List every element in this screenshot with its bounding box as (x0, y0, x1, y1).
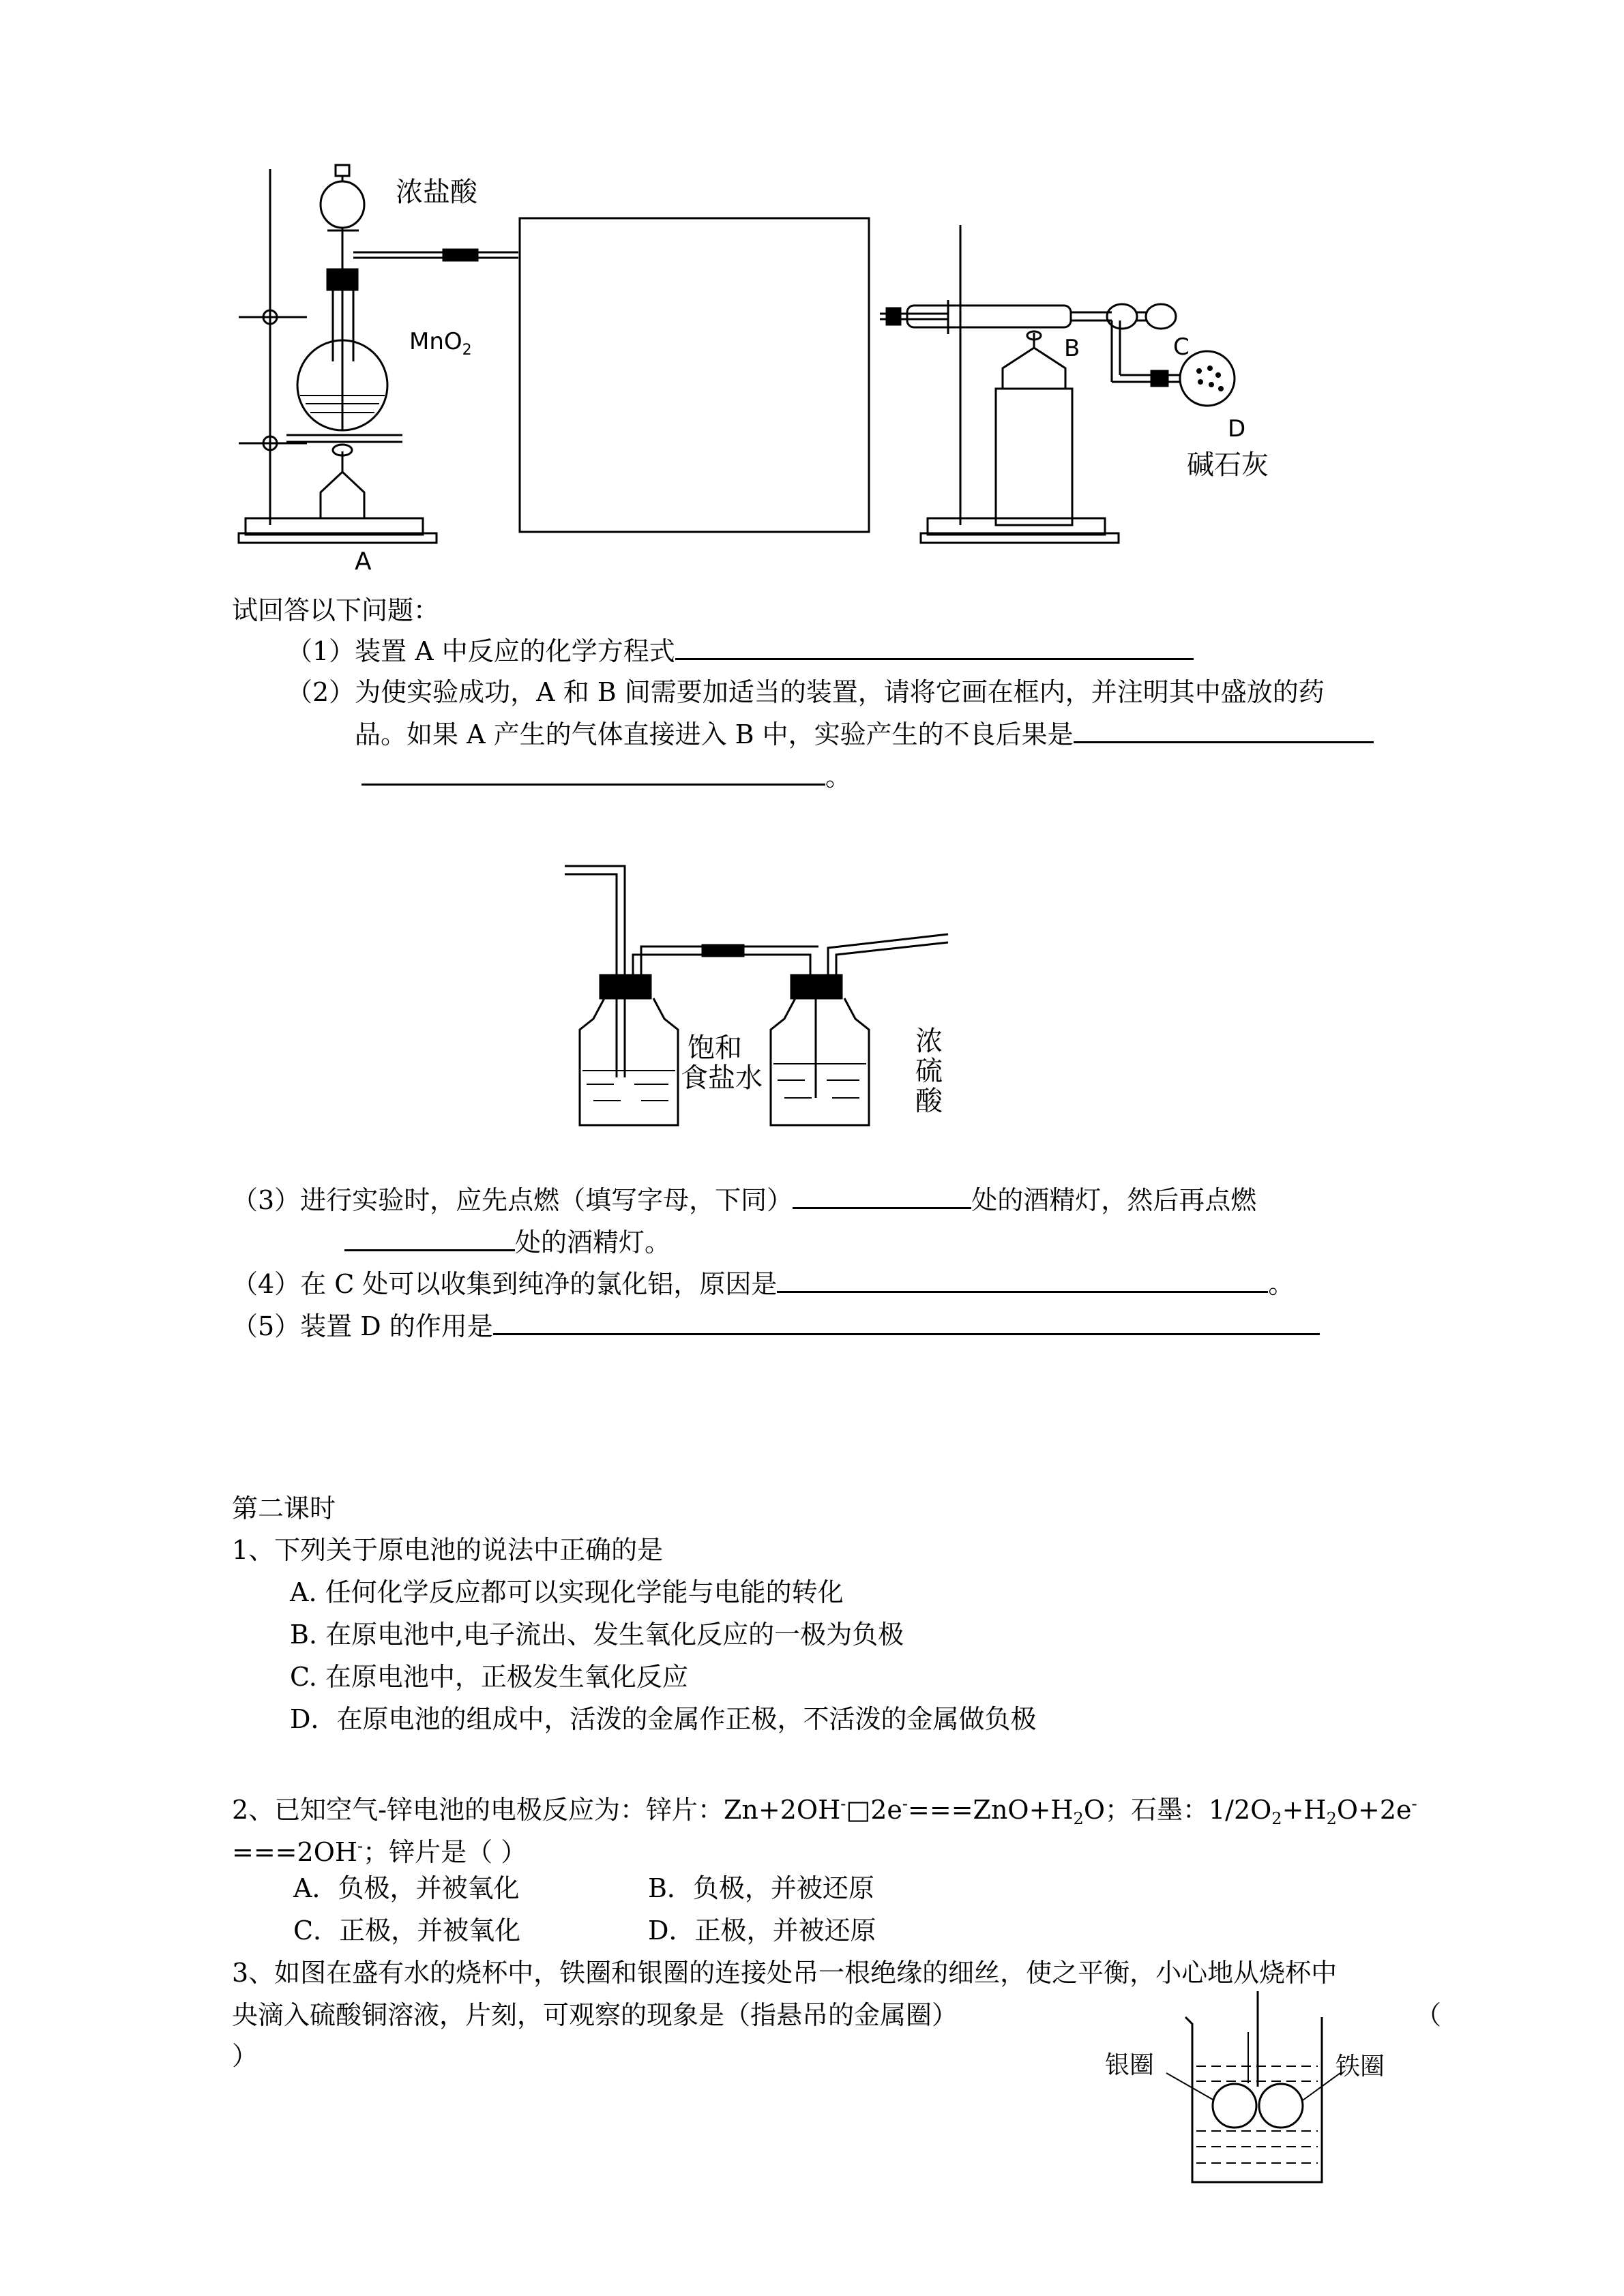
answer-blank-2b[interactable] (361, 760, 825, 786)
question-5: （5）装置 D 的作用是 (232, 1309, 1320, 1343)
mc1-option-c[interactable]: C. 在原电池中，正极发生氧化反应 (290, 1662, 688, 1692)
mc1-option-d[interactable]: D．在原电池的组成中，活泼的金属作正极，不活泼的金属做负极 (290, 1704, 1037, 1734)
label-iron-ring: 铁圈 (1335, 2053, 1385, 2081)
label-d: D (1228, 415, 1246, 443)
label-hcl: 浓盐酸 (396, 177, 477, 208)
answer-blank-1[interactable] (675, 635, 1194, 660)
mc1-option-b[interactable]: B. 在原电池中,电子流出、发生氧化反应的一极为负极 (290, 1620, 904, 1650)
question-3-line1: （3）进行实验时，应先点燃（填写字母，下同） 处的酒精灯，然后再点燃 (232, 1185, 1257, 1215)
answer-blank-2a[interactable] (1074, 718, 1374, 743)
intro-text: 试回答以下问题： (232, 595, 440, 625)
answer-blank-5[interactable] (493, 1310, 1320, 1335)
mc3-paren-close: ） (232, 2041, 259, 2071)
label-soda-lime: 碱石灰 (1187, 449, 1269, 481)
answer-blank-3a[interactable] (793, 1184, 971, 1209)
label-acid-1: 浓 (915, 1026, 943, 1057)
beaker-figure (1105, 1991, 1391, 2189)
section-title: 第二课时 (232, 1493, 336, 1523)
mc3-paren-open: （ (1415, 2000, 1442, 2030)
label-c: C (1173, 333, 1190, 361)
mc2-option-a[interactable]: A．负极，并被氧化 (293, 1873, 520, 1903)
label-acid-2: 硫 (915, 1056, 943, 1087)
question-2-line1: （2）为使实验成功，A 和 B 间需要加适当的装置，请将它画在框内，并注明其中盛放的药 (286, 677, 1325, 707)
apparatus-figure (225, 157, 1269, 580)
mc1-option-a[interactable]: A. 任何化学反应都可以实现化学能与电能的转化 (290, 1577, 844, 1607)
mc2-stem-line2: ===2OH-；锌片是（ ） (232, 1836, 527, 1867)
question-2-line2: 品。如果 A 产生的气体直接进入 B 中，实验产生的不良后果是 (355, 717, 1374, 751)
mc2-stem-line1: 2、已知空气-锌电池的电极反应为：锌片：$Zn+2OH^-□2e^-===ZnO+H_2O$；石墨：$1/2O_2+H_2O+2e^-$ (232, 1794, 1417, 1828)
question-3-line2: 处的酒精灯。 (344, 1225, 670, 1259)
mc1-stem: 1、下列关于原电池的说法中正确的是 (232, 1535, 664, 1565)
wash-bottles-figure (559, 852, 969, 1139)
mc2-option-c[interactable]: C．正极，并被氧化 (293, 1915, 521, 1945)
label-silver-ring: 银圈 (1105, 2051, 1155, 2079)
answer-blank-4[interactable] (777, 1268, 1268, 1293)
label-acid-3: 酸 (915, 1086, 943, 1117)
label-brine-2: 食盐水 (681, 1062, 763, 1094)
question-2-line3: 。 (361, 760, 851, 794)
mc3-stem-line2: 央滴入硫酸铜溶液，片刻，可观察的现象是（指悬吊的金属圈） (232, 2000, 958, 2030)
mc2-option-d[interactable]: D．正极，并被还原 (648, 1915, 876, 1945)
mc2-option-b[interactable]: B．负极，并被还原 (648, 1873, 874, 1903)
label-brine-1: 饱和 (688, 1032, 742, 1064)
question-1: （1）装置 A 中反应的化学方程式 (286, 634, 1194, 668)
answer-blank-3b[interactable] (344, 1226, 515, 1251)
label-b: B (1064, 335, 1080, 362)
label-mno2: MnO$_2$ (409, 328, 472, 359)
label-a: A (355, 548, 372, 576)
question-4: （4）在 C 处可以收集到纯净的氯化铝，原因是 。 (232, 1269, 1295, 1299)
mc3-stem-line1: 3、如图在盛有水的烧杯中，铁圈和银圈的连接处吊一根绝缘的细丝，使之平衡，小心地从烧杯中 (232, 1958, 1338, 1988)
